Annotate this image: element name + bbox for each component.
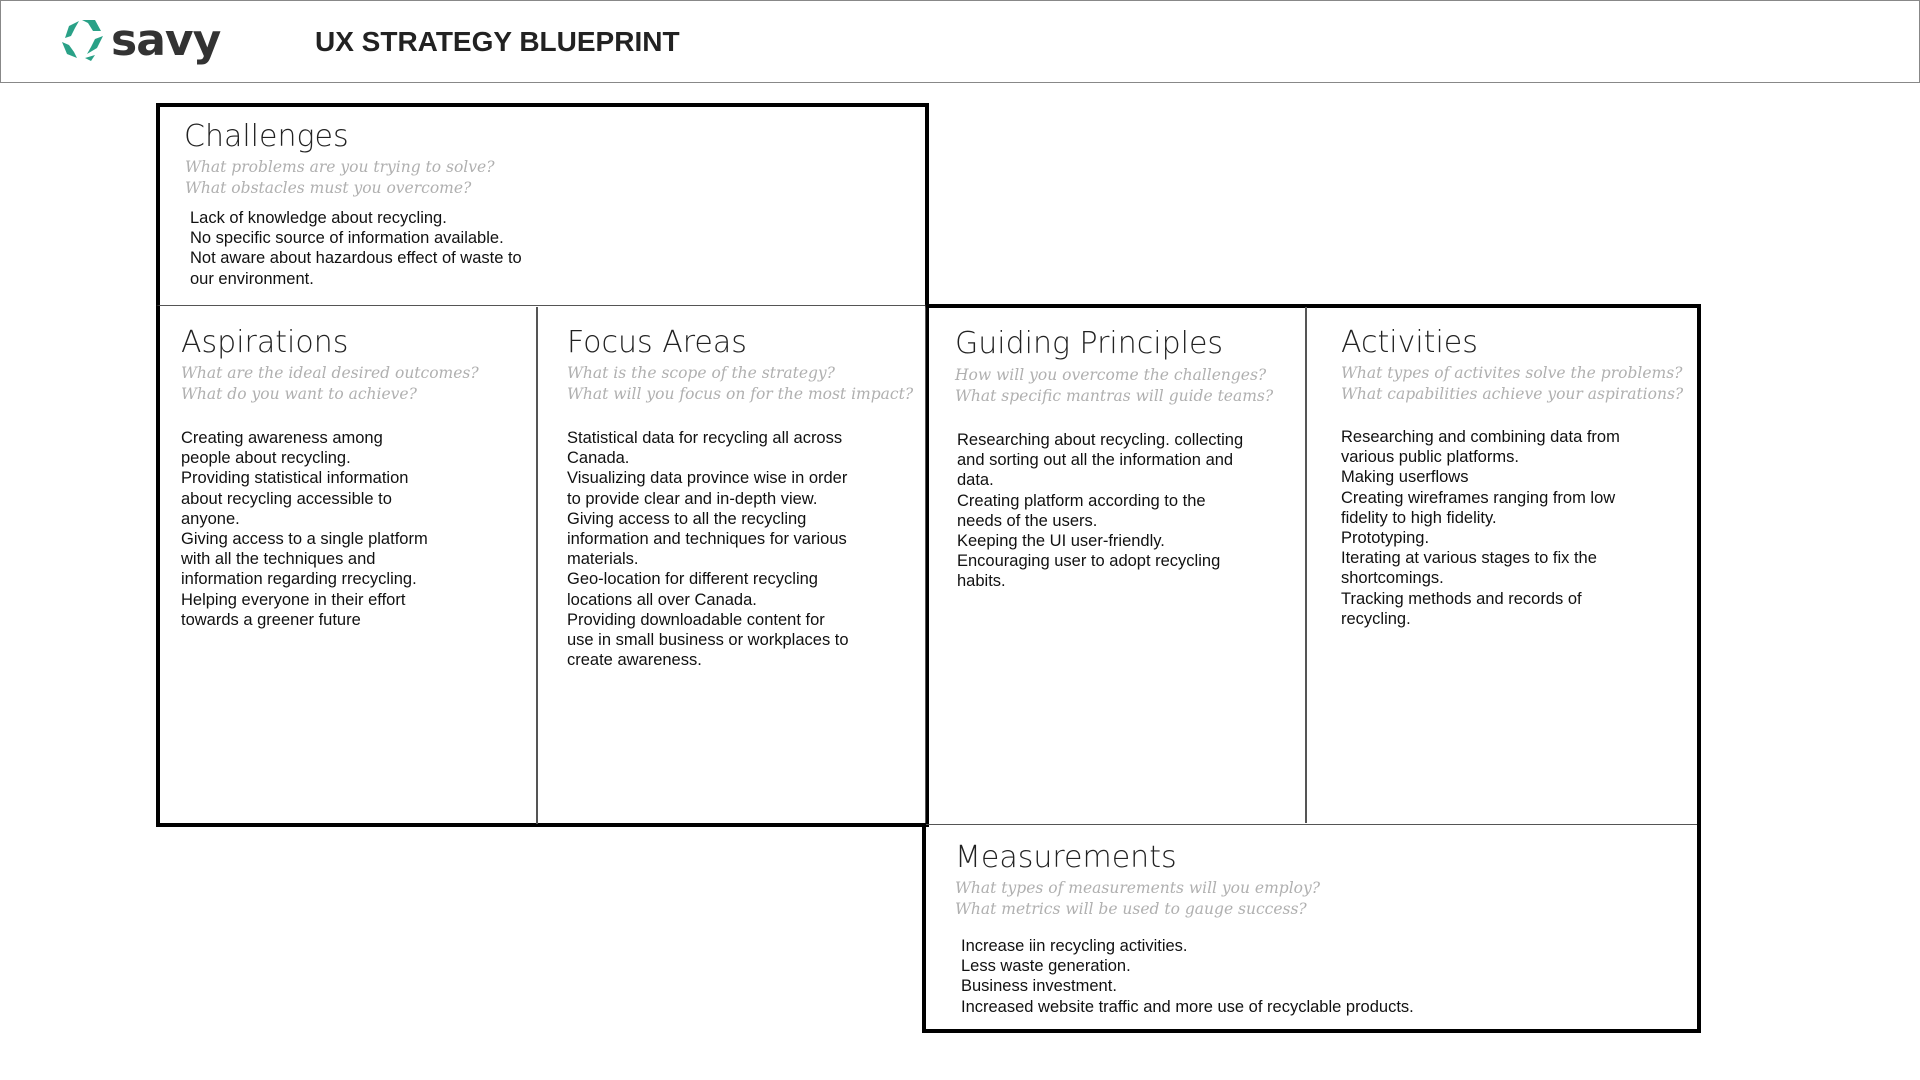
- aspirations-body: Creating awareness among people about recycling. Providing statistical information about recycling accessible to anyone. Giving access to a single platform with all the techniques and information regarding rrecycling. Helping everyone in their effort towards a greener future: [181, 429, 428, 629]
- challenges-title: Challenges: [184, 119, 349, 154]
- header-bar: [0, 0, 1920, 83]
- focus-areas-prompts: What is the scope of the strategy? What will you focus on for the most impact?: [567, 364, 914, 403]
- guiding-principles-body: Researching about recycling. collecting and sorting out all the information and data. Creating platform according to the needs of the users. Keeping the UI user-friendly. Encouraging user to adopt recycling habits.: [957, 431, 1244, 591]
- aspirations-title: Aspirations: [181, 325, 349, 360]
- measurements-section: [926, 826, 1697, 1029]
- logo[interactable]: [57, 16, 220, 66]
- focus-areas-body: Statistical data for recycling all across Canada. Visualizing data province wise in order to provide clear and in-depth view. Giving access to all the recycling information and techniques for various materials. Geo-location for different recycling locations all over Canada. Providing downloadable content for use in small business or workplaces to create awareness.: [567, 429, 849, 670]
- aspirations-prompts: What are the ideal desired outcomes? What do you want to achieve?: [181, 364, 479, 403]
- focus-areas-section: [538, 310, 923, 822]
- measurements-title: Measurements: [955, 840, 1177, 875]
- challenges-section: [160, 107, 925, 305]
- guiding-principles-title: Guiding Principles: [955, 326, 1224, 361]
- activities-title: Activities: [1341, 325, 1478, 360]
- guiding-principles-section: [928, 310, 1304, 822]
- page-title: UX STRATEGY BLUEPRINT: [315, 26, 680, 57]
- activities-body: Researching and combining data from various public platforms. Making userflows Creating wireframes ranging from low fidelity to high fidelity. Prototyping. Iterating at various stages to fix the shortcomings. Tracking methods and records of recycling.: [1341, 428, 1620, 628]
- focus-areas-title: Focus Areas: [567, 325, 747, 360]
- activities-prompts: What types of activites solve the problems? What capabilities achieve your aspirations?: [1341, 364, 1684, 403]
- challenges-body: Lack of knowledge about recycling. No specific source of information available. Not aware about hazardous effect of waste to our environment.: [190, 209, 522, 288]
- challenges-prompts: What problems are you trying to solve? What obstacles must you overcome?: [185, 158, 495, 197]
- recycle-icon: [57, 14, 107, 69]
- aspirations-section: [160, 310, 535, 822]
- guiding-principles-prompts: How will you overcome the challenges? What specific mantras will guide teams?: [955, 366, 1274, 405]
- logo-text: savy: [111, 15, 221, 66]
- activities-section: [1307, 310, 1697, 822]
- measurements-prompts: What types of measurements will you employ? What metrics will be used to gauge success?: [955, 879, 1321, 918]
- measurements-body: Increase iin recycling activities. Less waste generation. Business investment. Increased website traffic and more use of recyclable products.: [961, 937, 1414, 1016]
